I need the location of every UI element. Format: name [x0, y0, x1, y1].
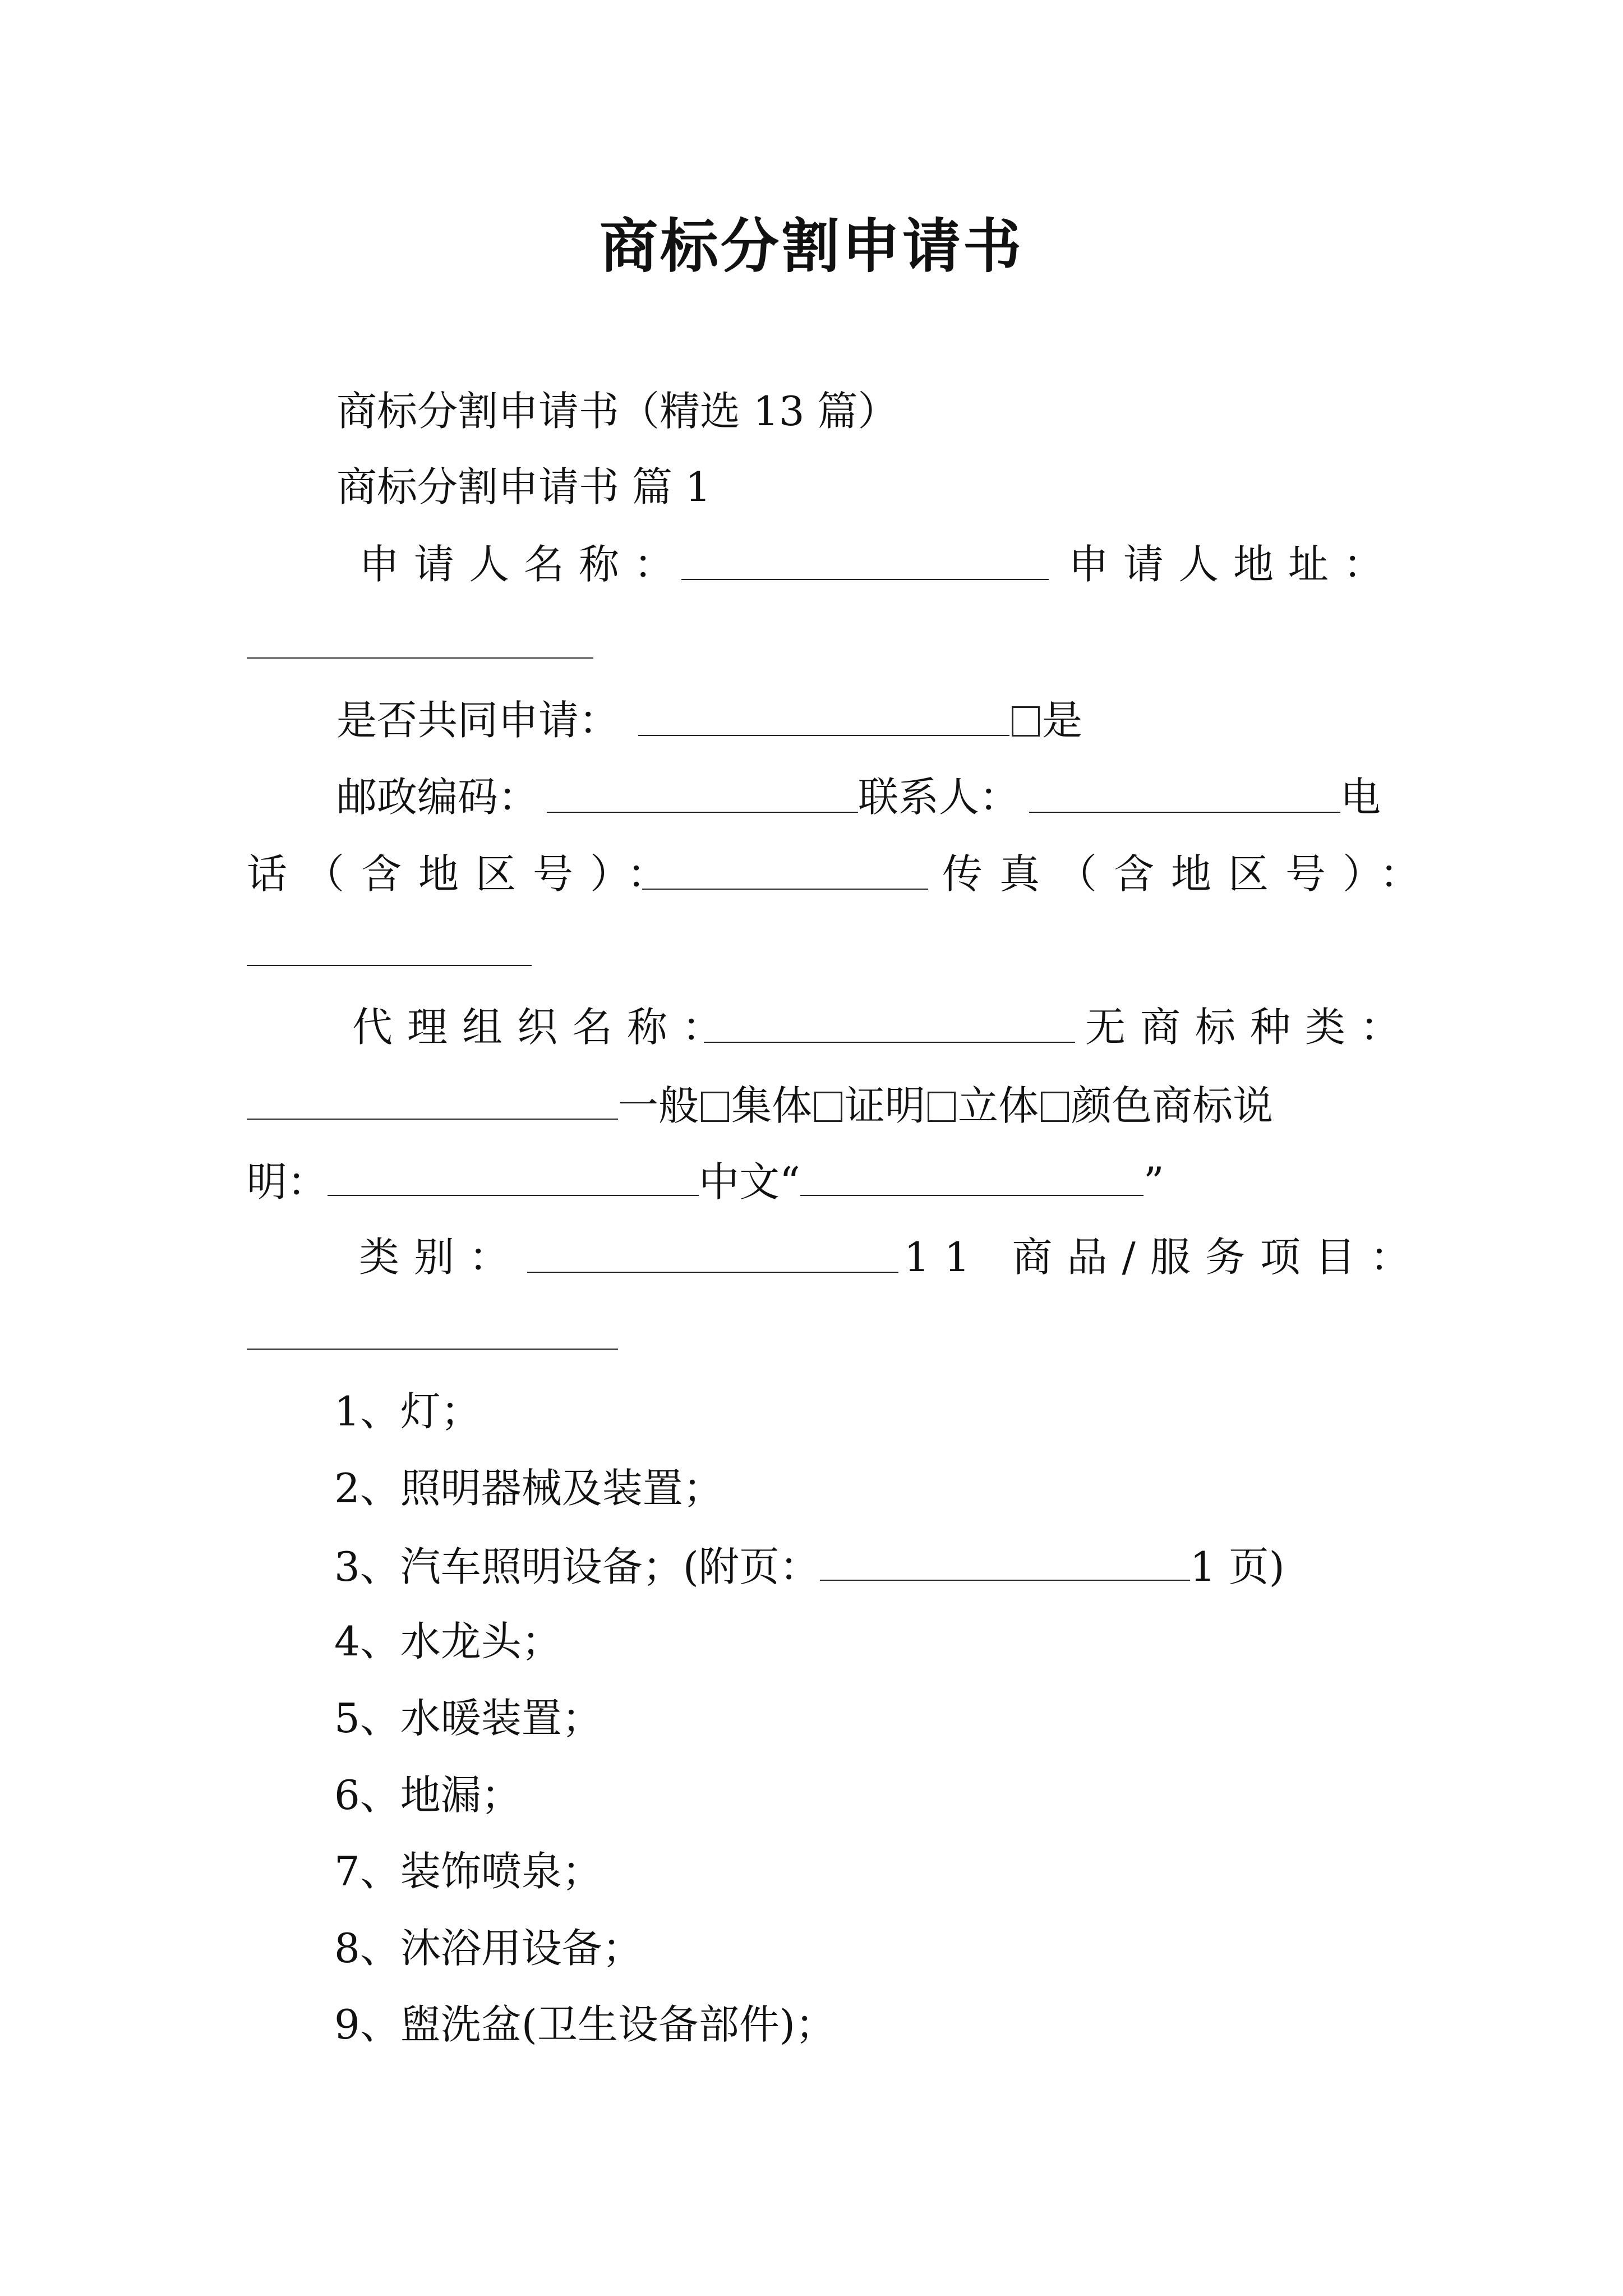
list-item: 1、灯； — [334, 1388, 481, 1435]
type-3d-label: 立体 — [958, 1082, 1039, 1129]
class-blank — [527, 1237, 898, 1273]
fax-blank — [247, 930, 532, 966]
type-certification-label: 证明 — [845, 1082, 926, 1129]
class-label: 类别： — [359, 1234, 524, 1281]
contact-blank — [1029, 777, 1340, 813]
goods-prefix: 11 — [904, 1234, 985, 1281]
list-item: 3、汽车照明设备；(附页： — [334, 1543, 820, 1590]
agency-name-blank — [704, 1007, 1075, 1043]
joint-application-label: 是否共同申请： — [336, 697, 620, 744]
list-item: 8、沐浴用设备； — [334, 1925, 643, 1972]
agency-name-label: 代理组织名称： — [352, 1004, 737, 1051]
contact-label: 联系人： — [858, 774, 1020, 821]
list-item: 9、盥洗盆(卫生设备部件)； — [334, 2001, 836, 2048]
applicant-address-blank — [247, 623, 593, 659]
chinese-label: 中文“ — [699, 1158, 800, 1205]
list-item: 7、装饰喷泉； — [334, 1848, 602, 1895]
mark-type-label: 无商标种类： — [1085, 1004, 1415, 1051]
checkbox-joint-yes[interactable] — [1012, 706, 1040, 737]
list-item: 4、水龙头； — [334, 1618, 562, 1665]
chinese-blank — [800, 1160, 1144, 1196]
type-collective-label: 集体 — [731, 1082, 813, 1129]
close-quote: ” — [1143, 1158, 1164, 1205]
fax-label: 传真（含地区号）： — [942, 850, 1437, 898]
tel-label-start: 电 — [1340, 774, 1381, 821]
postal-code-label: 邮政编码： — [336, 774, 539, 821]
tel-label-end: 话（含地区号）： — [247, 850, 685, 898]
description-label: 明： — [247, 1158, 328, 1205]
applicant-address-label: 申请人地址： — [1068, 541, 1399, 588]
description-blank — [328, 1160, 699, 1196]
checkbox-color[interactable] — [1041, 1092, 1069, 1122]
joint-application-blank — [638, 700, 1009, 736]
goods-label: 商品/服务项目： — [1012, 1234, 1425, 1281]
checkbox-certification[interactable] — [814, 1092, 842, 1122]
postal-code-blank — [547, 777, 858, 813]
page-title: 商标分割申请书 — [599, 212, 1023, 280]
attachment-suffix: 1 页) — [1189, 1543, 1285, 1590]
applicant-name-blank — [681, 544, 1049, 580]
list-item: 5、水暖装置； — [334, 1695, 602, 1742]
applicant-name-label: 申请人名称： — [359, 541, 689, 588]
list-item: 2、照明器械及装置； — [334, 1465, 723, 1512]
type-color-desc-label: 颜色商标说 — [1071, 1082, 1274, 1129]
attachment-blank — [820, 1545, 1190, 1581]
joint-yes-label: 是 — [1042, 697, 1083, 744]
list-item: 6、地漏； — [334, 1772, 522, 1819]
checkbox-3d[interactable] — [928, 1092, 956, 1122]
mark-type-blank — [247, 1084, 618, 1120]
tel-blank — [642, 854, 928, 890]
part-heading: 商标分割申请书 篇 1 — [336, 463, 711, 510]
checkbox-collective[interactable] — [701, 1092, 729, 1122]
subtitle: 商标分割申请书（精选 13 篇） — [336, 388, 898, 435]
goods-blank — [247, 1314, 618, 1350]
type-general-label: 一般 — [618, 1082, 699, 1129]
